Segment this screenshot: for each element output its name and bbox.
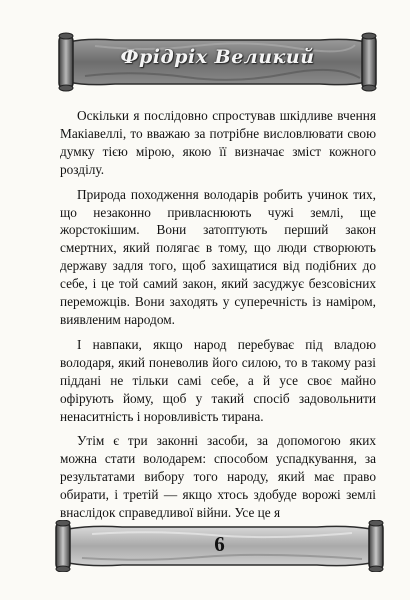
- chapter-title: Фрідріх Великий: [120, 46, 315, 68]
- paragraph-3: І навпаки, якщо народ перебуває під владою володаря, який поневолив його силою, то в такому разі піддані не тільки самі себе, а й усе своє майно офірують йому, щоб у такий спосіб задовольнити ненаситність і норовливість тирана.: [60, 336, 376, 424]
- paragraph-4: Утім є три законні засоби, за допомогою яких можна стати володарем: способом успадкування, за результатами вибору того народу, який має право обирати, і третій — якщо хтось здобуде ворожі землі внаслідок справедливої війни. Усе це я: [60, 433, 376, 521]
- paragraph-2: Природа походження володарів робить учинок тих, що незаконно привласнюють чужі землі, ще жорстокішим. Вони затоптують перший закон смертних, який полягає в тому, що люди створюють державу задля того, щоб захищатися від подібних до себе, і це той самий закон, який засуджує безсовісних переможців. Вони заходять у суперечність із наміром, виявленим народом.: [60, 186, 376, 327]
- chapter-header-banner: [55, 32, 380, 92]
- paragraph-1: Оскільки я послідовно спростував шкідливе вчення Макіавеллі, то вважаю за потрібне висловлювати свою думку тією мірою, якою її визначає зміст кожного розділу.: [60, 108, 376, 177]
- page-body-text: [60, 107, 376, 529]
- page-number: 6: [214, 532, 225, 556]
- page-number-banner: [52, 520, 387, 572]
